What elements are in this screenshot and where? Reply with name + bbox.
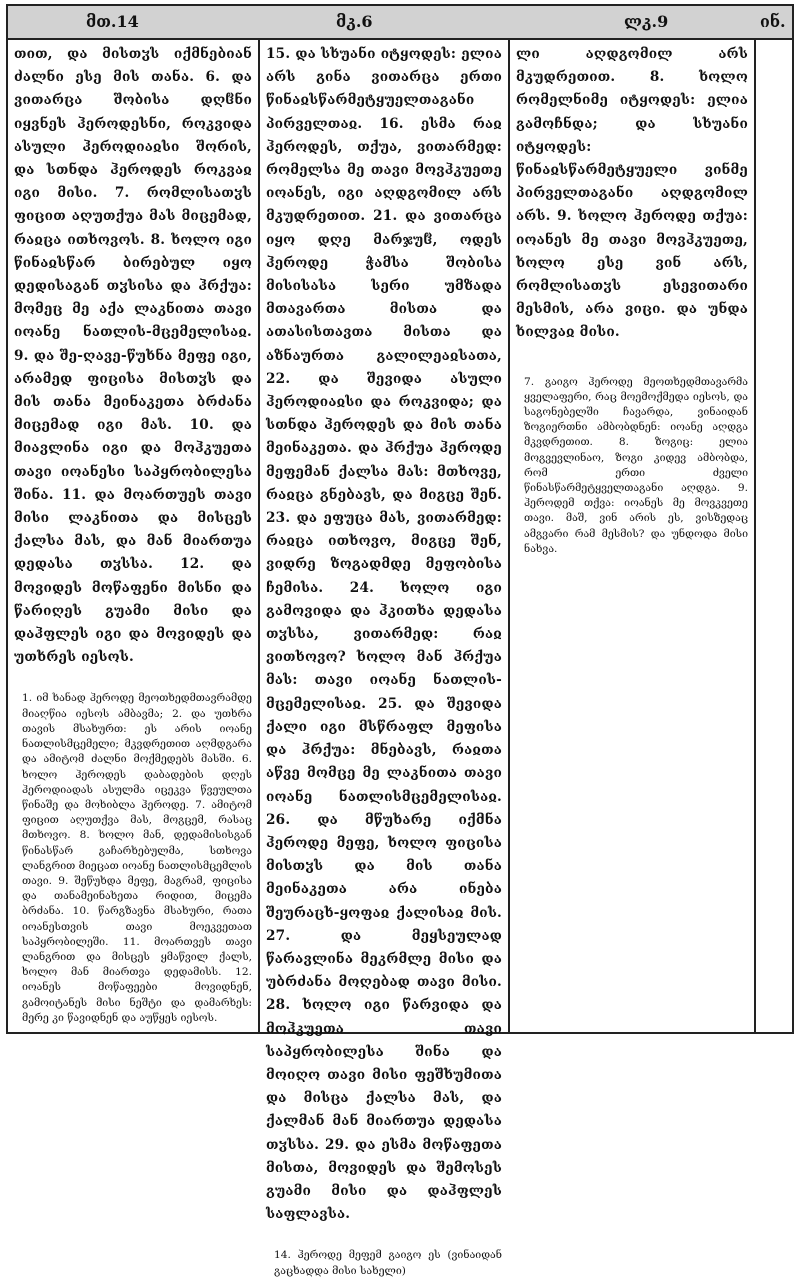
column-translation-note: 7. გაიგო ჰეროდე მეოთხედმთავარმა ყველაფერი, რაც მოემოქმედა იესოს, და საგონებელში ჩავარდა, ვინაიდან ზოგიერთნი ამბობდნენ: იოანე აღდგა მკვდრეთით. 8. ზოგიც: ელია მოგვევლინაო, ზოგი კიდევ ამბობდა, რომ ერთი ძველი წინასწარმეტყველთაგანი აღდგა. 9. ჰეროდემ თქვა: იოანეს მე მოვკვეთე თავი. მაშ, ვინ არის ეს, ვისზედაც ამგვარი რამ მესმის? და უნდოდა მისი ნახვა.: [524, 375, 748, 555]
header-ref-luke: ლკ.9: [624, 12, 669, 31]
page: [6, 4, 794, 1277]
header-bar: [8, 6, 792, 40]
column-mark: [260, 40, 510, 1277]
header-ref-mark: მკ.6: [336, 12, 373, 31]
column-john-empty: [756, 40, 792, 1032]
header-ref-matthew: მთ.14: [86, 12, 139, 31]
column-main-text: თით, და მისთჳს იქმნებიან ძალნი ესე მის თანა. 6. და ვითარცა შობისა დღჱნი იყვნეს ჰეროდესნი, როკვიდა ასული ჰეროდიაჲსი შორის, და სთნდა ჰეროდეს როკვაჲ იგი მისი. 7. რომლისათჳს ფიცით აღუთქუა მას მიცემად, რაჲცა ითხოვოს. 8. ხოლო იგი წინაჲსწარ ბირებულ იყო დედისაგან თჳსისა და ჰრქუა: მომეც მე აქა ლაკნითა თავი იოანე ნათლის-მცემელისაჲ. 9. და შე-ღავე-წუხნა მეფე იგი, არამედ ფიცისა მისთჳს და მის თანა მეინაკეთა ბრძანა მიცემად იგი მას. 10. და მიავლინა იგი და მოჰკუეთა თავი იოანესი საპყრობილესა შინა. 11. და მოართუეს თავი მისი ლაკნითა და მისცეს ქალსა მას, და მან მიართუა დედასა თჳსსა. 12. და მოვიდეს მოწაფენი მისნი და წარიღეს გუამი მისი და დაჰფლეს იგი და მოვიდეს და უთხრეს იესოს.: [14, 46, 252, 666]
column-main-text: ლი აღდგომილ არს მკუდრეთით. 8. ხოლო რომელნიმე იტყოდეს: ელია გამოჩნდა; და სხუანი იტყოდეს: წინაჲსწარმეტყუელი ვინმე პირველთაგანი აღდგომილ არს. 9. ხოლო ჰეროდე თქუა: იოანეს მე თავი მოვჰკუეთე, ხოლო ესე ვინ არს, რომლისათჳს ესევითარი მესმის, არა ვიცი. და უნდა ხილვაჲ მისი.: [516, 46, 748, 341]
column-matthew: [8, 40, 260, 1032]
column-main-text: 15. და სხუანი იტყოდეს: ელია არს გინა ვითარცა ერთი წინაჲსწარმეტყუელთაგანი პირველთაჲ. 16. ესმა რაჲ ჰეროდეს, თქუა, ვითარმედ: რომელსა მე თავი მოვჰკუეთე იოანეს, იგი აღდგომილ არს მკუდრეთით. 21. და ვითარცა იყო დღე მარჯუჱ, ოდეს ჰეროდე ჭამსა შობისა მისისასა სერი უმზადა მთავართა მისთა და ათასისთავთა მისთა და აზნაურთა გალილეაჲსათა, 22. და შევიდა ასული ჰეროდიაჲსი და როკვიდა; და სთნდა ჰეროდეს და მის თანა მეინაკეთა. და ჰრქუა ჰეროდე მეფემან ქალსა მას: მთხოვე, რაჲცა გნებავს, და მიგცე შენ. 23. და ეფუცა მას, ვითარმედ: რაჲცა ითხოვო, მიგცე შენ, ვიდრე ზოგადმდე მეფობისა ჩემისა. 24. ხოლო იგი გამოვიდა და ჰკითხა დედასა თჳსსა, ვითარმედ: რაჲ ვითხოვო? ხოლო მან ჰრქუა მას: თავი იოანე ნათლის-მცემელისაჲ. 25. და შევიდა ქალი იგი მსწრაფლ მეფისა და ჰრქუა: მნებავს, რაჲთა აწვე მომცე მე ლაკნითა თავი იოანე ნათლისმცემელისაჲ. 26. და მწუხარე იქმნა ჰეროდე მეფე, ხოლო ფიცისა მისთჳს და მის თანა მეინაკეთა არა ინება შეურაცხ-ყოფაჲ ქალისაჲ მის. 27. და მეყსეულად წარავლინა მეკრმლე მისი და უბრძანა მოღებად თავი მისი. 28. ხოლო იგი წარვიდა და მოჰკუეთა თავი საპყრობილესა შინა და მოიღო თავი მისი ფეშხუმითა და მისცა ქალსა მას, და ქალმან მან მიართუა დედასა თჳსსა. 29. და ესმა მოწაფეთა მისთა, მოვიდეს და შემოსეს გუამი მისი და დაჰფლეს საფლავსა.: [266, 46, 502, 1223]
column-luke: [510, 40, 756, 1032]
column-translation-note: 14. ჰეროდე მეფემ გაიგო ეს (ვინაიდან გაცხადდა მისი სახელი): [274, 1249, 502, 1277]
column-translation-note: 1. იმ ხანად ჰეროდე მეოთხედმთავრამდე მიაღწია იესოს ამბავმა; 2. და უთხრა თავის მსახურთ: ეს არის იოანე ნათლისმცემელი; მკვდრეთით აღმდგარა და ამიტომ ძალნი მოქმედებს მასში. 6. ხოლო ჰეროდეს დაბადების დღეს ჰეროდიადას ასულმა იცეკვა წვეულთა წინაშე და მოხიბლა ჰეროდე. 7. ამიტომ ფიცით აღუთქვა მას, მოგცემ, რასაც მთხოვო. 8. ხოლო მან, დედამისისგან წინასწარ გაჩარხებულმა, სთხოვა ლანგრით მიეცათ იოანე ნათლისმცემლის თავი. 9. შეწუხდა მეფე, მაგრამ, ფიცისა და თანამეინახეთა რიდით, მიცემა ბრძანა. 10. წარგზავნა მსახური, რათა იოანესთვის თავი მოეკვეთათ საპყრობილეში. 11. მოართვეს თავი ლანგრით და მისცეს ყმაწვილ ქალს, ხოლო მან მიართვა დედამისს. 12. იოანეს მოწაფეები მოვიდნენ, გამოიტანეს მისი ნეშტი და დამარხეს: მერე კი წავიდნენ და აუწყეს იესოს.: [22, 692, 252, 1024]
header-ref-john: ინ.: [760, 12, 786, 31]
